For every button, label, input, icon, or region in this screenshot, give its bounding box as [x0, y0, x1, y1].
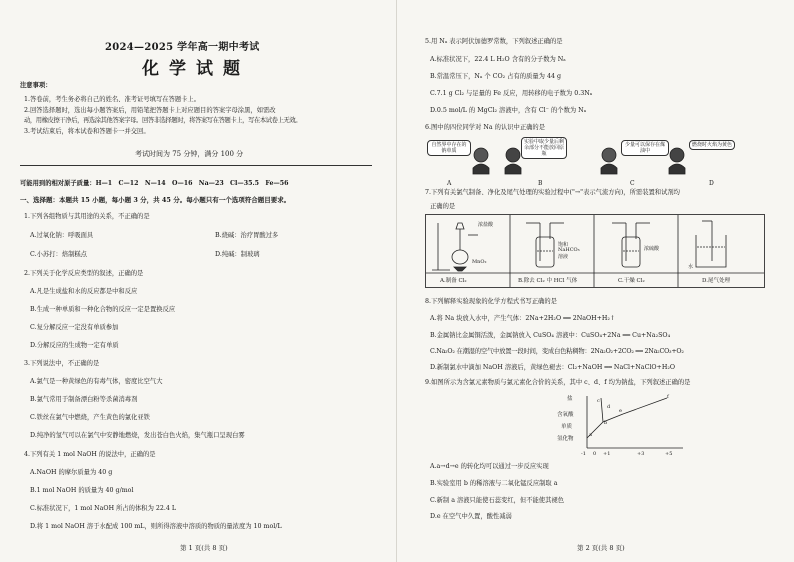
- q9-option-b: B.实验室用 b 的稀溶液与二氧化锰反应制取 a: [430, 480, 558, 487]
- q2-stem: 2.下列关于化学反应类型的叙述，正确的是: [24, 270, 144, 277]
- q3-option-d: D.纯净的氢气可以在氯气中安静地燃烧，发出苍白色火焰，集气瓶口呈现白雾: [30, 432, 245, 439]
- q3-stem: 3.下列说法中，不正确的是: [24, 360, 100, 367]
- label-conc-h2so4: 浓硫酸: [644, 246, 660, 252]
- q6-label-d: D: [709, 180, 714, 187]
- ylabel-oxyacid: 含氧酸: [557, 412, 574, 418]
- q5-option-c: C.7.1 g Cl₂ 与足量的 Fe 反应，用转移的电子数为 0.3Nₐ: [430, 90, 593, 97]
- q9-option-c: C.新制 a 溶液只能使石蕊变红，但不能使其褪色: [430, 497, 564, 504]
- page-footer-2: 第 2 页(共 8 页): [577, 544, 625, 552]
- q1-stem: 1.下列各组物质与其用途的关系，不正确的是: [24, 213, 150, 220]
- subject-title: 化学试题: [142, 59, 250, 79]
- q6-label-b: B: [538, 180, 543, 187]
- q7-apparatus-box: [425, 214, 765, 288]
- student-figures: [397, 142, 794, 182]
- q2-option-d: D.分解反应的生成物一定有单质: [30, 342, 119, 349]
- caption-c: C.干燥 Cl₂: [618, 278, 645, 284]
- q7-stem: 7.下列有关氯气制备、净化及尾气处理的实验过程中("→"表示气流方向)，所需装置和试剂均: [425, 189, 680, 196]
- q8-option-c: C.Na₂O₂ 在潮湿的空气中放置一段时间，变成白色粘稠物：2Na₂O₂+2CO₂ ══ 2Na₂CO₃+O₂: [430, 348, 684, 355]
- xtick-0: 0: [593, 451, 597, 457]
- ylabel-hydride: 氢化物: [557, 436, 574, 442]
- q3-option-c: C.铁丝在氯气中燃烧，产生黄色的氯化亚铁: [30, 414, 150, 421]
- note-2: 2.回答选择题时，选出每小题答案后，用铅笔把答题卡上对应题目的答案字母涂黑，如需改: [24, 106, 276, 114]
- svg-text:e: e: [619, 408, 622, 414]
- q2-option-b: B.生成一种单质和一种化合物的反应一定是置换反应: [30, 306, 176, 313]
- label-solution: 溶液: [558, 254, 569, 260]
- ylabel-salt: 盐: [567, 396, 573, 402]
- q9-stem: 9.如图所示为含氯元素物质与氯元素化合价的关系，其中 c、d、f 均为钠盐，下列叙述正确的是: [425, 379, 691, 386]
- svg-text:a: a: [589, 432, 592, 438]
- page-footer-1: 第 1 页(共 8 页): [180, 544, 228, 552]
- label-water: 水: [688, 264, 694, 270]
- q6-stem: 6.图中的四位同学对 Na 的认识中正确的是: [425, 124, 546, 131]
- q9-option-d: D.e 在空气中久置，酸性减弱: [430, 513, 512, 520]
- svg-text:b: b: [604, 420, 608, 426]
- notes: [24, 95, 301, 137]
- q8-option-b: B.金属钠比金属铜活泼，金属钠放入 CuSO₄ 溶液中：CuSO₄+2Na ══ Cu+Na₂SO₄: [430, 332, 671, 339]
- xtick-p5: +5: [665, 451, 673, 457]
- atomic-mass: 可能用到的相对原子质量：H—1 C—12 N—14 O—16 Na—23 Cl—35.5 Fe—56: [20, 180, 289, 187]
- xtick-p1: +1: [603, 451, 611, 457]
- note-1: 1.答卷前，考生务必将自己的姓名、准考证号填写在答题卡上。: [24, 96, 201, 103]
- bubble-b: 实验中取少量后剩余部分不能放回原瓶: [521, 137, 567, 159]
- q5-option-d: D.0.5 mol/L 的 MgCl₂ 溶液中，含有 Cl⁻ 的个数为 Nₐ: [430, 107, 587, 114]
- q4-option-d: D.将 1 mol NaOH 溶于水配成 100 mL，则所得溶液中溶质的物质的量浓度为 10 mol/L: [30, 523, 282, 530]
- q9-option-a: A.a→d→e 的转化均可以通过一步反应实现: [430, 463, 549, 470]
- notes-heading: 注意事项：: [20, 82, 52, 89]
- caption-a: A.制备 Cl₂: [440, 278, 467, 284]
- q5-option-a: A.标准状况下，22.4 L H₂O 含有的分子数为 Nₐ: [430, 56, 566, 63]
- q1-option-c: C.小苏打：焙制糕点: [30, 251, 87, 258]
- right-page: [397, 0, 794, 562]
- svg-text:f: f: [667, 394, 669, 400]
- q5-option-b: B.常温常压下，Nₐ 个 CO₂ 占有的质量为 44 g: [430, 73, 561, 80]
- q6-label-c: C: [630, 180, 635, 187]
- q1-option-d: D.纯碱：制玻璃: [215, 251, 260, 258]
- q5-stem: 5.用 Nₐ 表示阿伏加德罗常数，下列叙述正确的是: [425, 38, 563, 45]
- caption-d: D.尾气处理: [702, 278, 730, 284]
- q2-option-c: C.复分解反应一定没有单质参加: [30, 324, 119, 331]
- q4-option-b: B.1 mol NaOH 的质量为 40 g/mol: [30, 487, 134, 494]
- xtick-m1: -1: [581, 451, 586, 457]
- q4-option-a: A.NaOH 的摩尔质量为 40 g: [30, 469, 113, 476]
- label-mno2: MnO₂: [472, 259, 487, 265]
- q8-stem: 8.下列解释实验现象的化学方程式书写正确的是: [425, 298, 557, 305]
- bubble-d: 燃烧时火焰为黄色: [689, 140, 735, 150]
- q4-stem: 4.下列有关 1 mol NaOH 的说法中，正确的是: [24, 451, 156, 458]
- q1-option-a: A.过氧化钠：呼吸面具: [30, 232, 94, 239]
- q6-label-a: A: [447, 180, 452, 187]
- label-saturated: 饱和: [558, 242, 569, 248]
- q7-stem-2: 正确的是: [430, 203, 456, 210]
- caption-b: B.除去 Cl₂ 中 HCl 气体: [518, 278, 578, 284]
- divider: [20, 165, 372, 166]
- note-3: 动，用橡皮擦干净后，再选涂其他答案字母。回答非选择题时，将答案写在答题卡上，写在本试卷上无效。: [24, 117, 302, 124]
- q8-option-a: A.将 Na 块放入水中，产生气体：2Na+2H₂O ══ 2NaOH+H₂↑: [430, 315, 616, 322]
- bubble-c: 少量可以保存在煤油中: [621, 140, 669, 156]
- section-heading: 一、选择题：本题共 15 小题，每小题 3 分，共 45 分。每小题只有一个选项符合题目要求。: [20, 196, 291, 204]
- label-nahco3: NaHCO₃: [558, 247, 580, 253]
- label-conc-hcl: 浓盐酸: [478, 222, 494, 228]
- q3-option-a: A.氯气是一种黄绿色的有毒气体，密度比空气大: [30, 378, 163, 385]
- ylabel-element: 单质: [561, 424, 573, 430]
- bubble-a: 自然界中存在的钠单质: [427, 140, 471, 156]
- svg-text:d: d: [607, 404, 611, 410]
- q2-option-a: A.凡是生成盐和水的反应都是中和反应: [30, 288, 138, 295]
- exam-title: 2024—2025 学年高一期中考试: [105, 42, 260, 53]
- time-info: 考试时间为 75 分钟，满分 100 分: [135, 150, 244, 158]
- note-4: 3.考试结束后，将本试卷和答题卡一并交回。: [24, 127, 150, 135]
- xtick-p3: +3: [637, 451, 645, 457]
- svg-text:c: c: [597, 398, 600, 404]
- q8-option-d: D.新制氯水中滴加 NaOH 溶液后，黄绿色褪去：Cl₂+NaOH ══ NaCl+NaClO+H₂O: [430, 364, 676, 371]
- q1-option-b: B.烧碱：治疗胃酸过多: [215, 232, 279, 239]
- q4-option-c: C.标准状况下，1 mol NaOH 所占的体积为 22.4 L: [30, 505, 177, 512]
- q3-option-b: B.氯气常用于制备漂白粉等杀菌消毒剂: [30, 396, 138, 403]
